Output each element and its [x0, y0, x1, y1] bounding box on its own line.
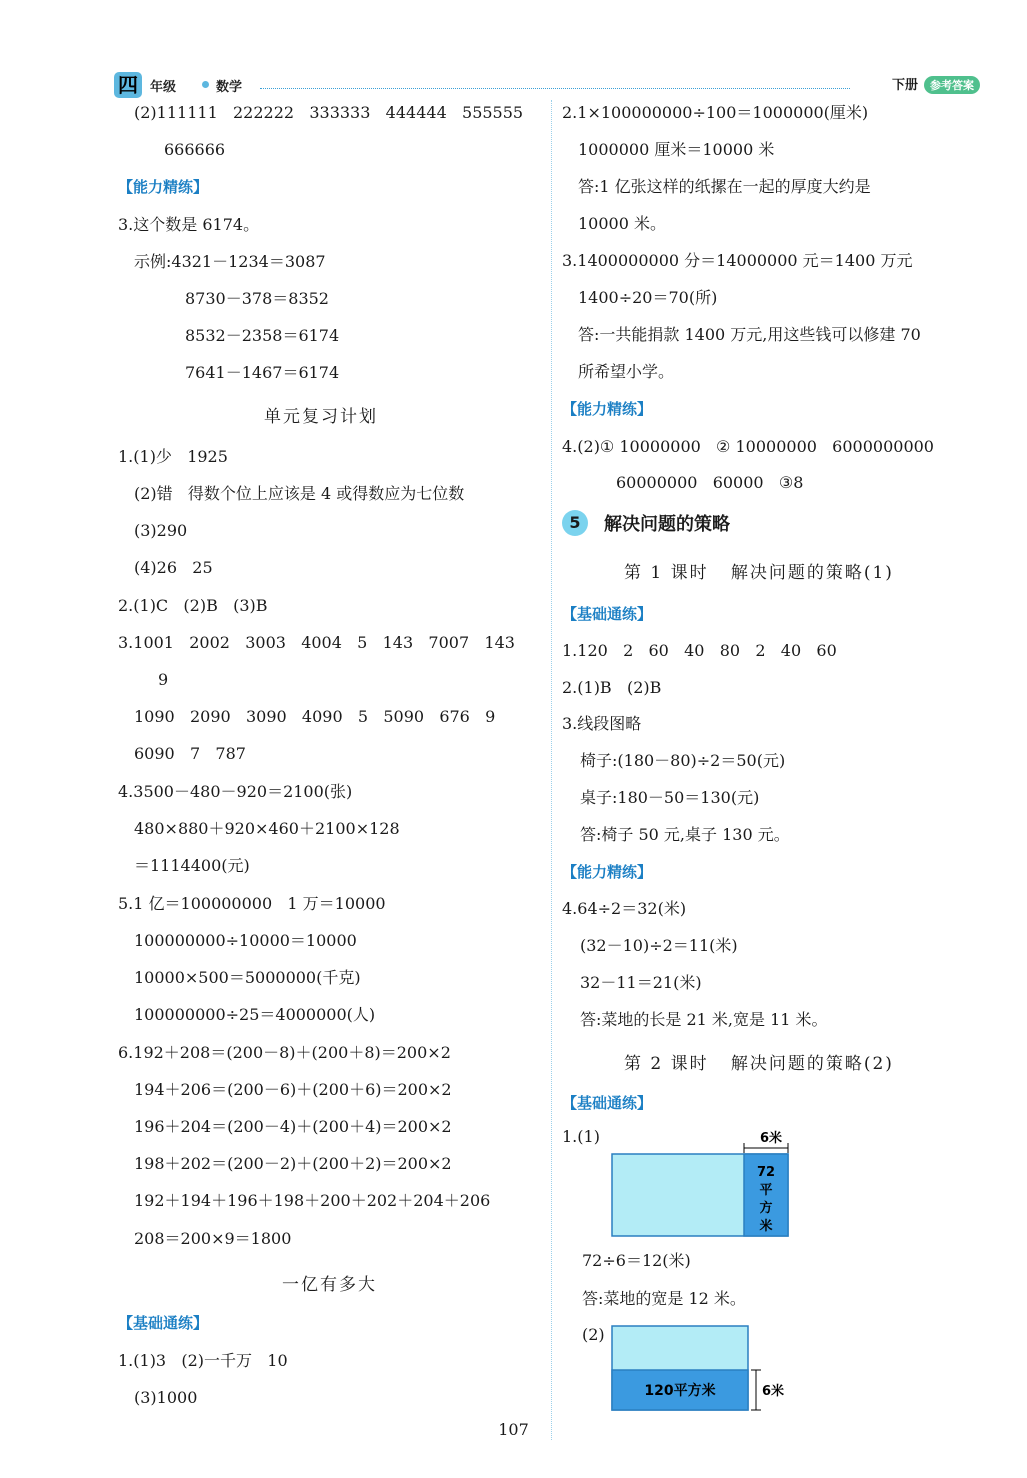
garden-diagram-1 [610, 1124, 800, 1244]
separator-dot-icon [202, 81, 209, 88]
chapter-number: 5 [562, 510, 588, 536]
answer-line: 4.(2)① 10000000 ② 10000000 6000000000 [562, 437, 934, 456]
answer-line: 196＋204＝(200－4)＋(200＋4)＝200×2 [134, 1117, 452, 1136]
answer-line: 1000000 厘米＝10000 米 [578, 140, 775, 159]
area-label-part: 米 [759, 1219, 773, 1234]
answer-line: 100000000÷25＝4000000(人) [134, 1005, 376, 1024]
answer-line: 2.(1)C (2)B (3)B [118, 596, 268, 615]
page-number: 107 [498, 1420, 529, 1439]
answer-line: 3.1400000000 分＝14000000 元＝1400 万元 [562, 251, 913, 270]
answer-line: (3)1000 [134, 1388, 198, 1407]
section-tag: 【能力精练】 [562, 863, 653, 881]
answer-line: 1.(1)少 1925 [118, 447, 228, 466]
answer-line: 1.(1)3 (2)一千万 10 [118, 1351, 288, 1370]
section-title: 单元复习计划 [264, 407, 378, 427]
answer-line: 答:菜地的长是 21 米,宽是 11 米。 [580, 1010, 828, 1029]
answer-line: (4)26 25 [134, 558, 213, 577]
section-tag: 【能力精练】 [118, 178, 209, 196]
chapter-title: 解决问题的策略 [604, 514, 730, 535]
answer-line: 示例:4321－1234＝3087 [134, 252, 326, 271]
answer-line: 198＋202＝(200－2)＋(200＋2)＝200×2 [134, 1154, 452, 1173]
answer-line: 1.120 2 60 40 80 2 40 60 [562, 641, 837, 660]
subject-label: 数学 [216, 80, 243, 95]
section-tag: 【基础通练】 [118, 1314, 209, 1332]
answer-line: 3.线段图略 [562, 714, 642, 733]
answer-line: (2)111111 222222 333333 444444 555555 [134, 103, 524, 122]
page-header [110, 70, 980, 104]
area-label-part: 平 [759, 1183, 773, 1198]
answer-line: 2.1×100000000÷100＝1000000(厘米) [562, 103, 869, 122]
answer-line: 6.192＋208＝(200－8)＋(200＋8)＝200×2 [118, 1043, 451, 1062]
answer-line: 72÷6＝12(米) [582, 1251, 691, 1270]
lesson-title: 第 2 课时 解决问题的策略(2) [624, 1054, 894, 1074]
grade-badge: 四 [114, 72, 142, 98]
answer-line: 3.1001 2002 3003 4004 5 143 7007 143 [118, 633, 515, 652]
section-tag: 【能力精练】 [562, 400, 653, 418]
answer-line: (2)错 得数个位上应该是 4 或得数应为七位数 [134, 484, 465, 503]
answer-line: 1400÷20＝70(所) [578, 288, 718, 307]
width-label: 6米 [760, 1131, 783, 1146]
grade-label: 年级 [150, 80, 177, 95]
answer-line: 椅子:(180－80)÷2＝50(元) [580, 751, 786, 770]
height-label: 6米 [762, 1384, 785, 1399]
answer-line: 10000 米。 [578, 214, 666, 233]
answer-line: 2.(1)B (2)B [562, 678, 662, 697]
answer-line: 100000000÷10000＝10000 [134, 931, 357, 950]
answer-line: 666666 [164, 140, 226, 159]
answer-line: 6090 7 787 [134, 744, 246, 763]
answers-badge: 参考答案 [924, 76, 980, 94]
lesson-title: 第 1 课时 解决问题的策略(1) [624, 563, 894, 583]
answer-line: 1090 2090 3090 4090 5 5090 676 9 [134, 707, 496, 726]
answer-line: 桌子:180－50＝130(元) [580, 788, 760, 807]
answer-line: 480×880＋920×460＋2100×128 [134, 819, 400, 838]
answer-line: (3)290 [134, 521, 188, 540]
volume-label: 下册 [891, 78, 918, 93]
header-right [892, 74, 980, 94]
answer-line: 8532－2358＝6174 [185, 326, 340, 345]
answer-line: 答:1 亿张这样的纸摞在一起的厚度大约是 [578, 177, 871, 196]
answer-line: 4.3500－480－920＝2100(张) [118, 782, 353, 801]
answer-line: 8730－378＝8352 [185, 289, 329, 308]
answer-line: 1.(1) [562, 1127, 600, 1146]
answer-line: 9 [158, 670, 169, 689]
answer-line: 答:菜地的宽是 12 米。 [582, 1289, 746, 1308]
answer-line: 答:椅子 50 元,桌子 130 元。 [580, 825, 790, 844]
answer-line: 10000×500＝5000000(千克) [134, 968, 361, 987]
answer-line: 32－11＝21(米) [580, 973, 702, 992]
answer-line: 答:一共能捐款 1400 万元,用这些钱可以修建 70 [578, 325, 921, 344]
section-tag: 【基础通练】 [562, 1094, 653, 1112]
area-label: 120平方米 [644, 1383, 716, 1399]
area-label-part: 方 [759, 1201, 773, 1216]
answer-line: 194＋206＝(200－6)＋(200＋6)＝200×2 [134, 1080, 452, 1099]
section-tag: 【基础通练】 [562, 605, 653, 623]
answer-line: 3.这个数是 6174。 [118, 215, 260, 234]
answer-line: 7641－1467＝6174 [185, 363, 340, 382]
area-label-part: 72 [756, 1165, 776, 1180]
column-divider [551, 100, 552, 1440]
answer-line: 所希望小学。 [578, 362, 675, 381]
header-rule [260, 88, 850, 89]
answer-line: ＝1114400(元) [134, 856, 250, 875]
answer-line: (32－10)÷2＝11(米) [580, 936, 738, 955]
answer-line: 5.1 亿＝100000000 1 万＝10000 [118, 894, 386, 913]
answer-line: (2) [582, 1325, 605, 1344]
answer-line: 208＝200×9＝1800 [134, 1229, 292, 1248]
garden-diagram-2 [610, 1324, 800, 1414]
section-title: 一亿有多大 [282, 1275, 377, 1295]
answer-line: 192＋194＋196＋198＋200＋202＋204＋206 [134, 1191, 491, 1210]
answer-line: 4.64÷2＝32(米) [562, 899, 687, 918]
answer-line: 60000000 60000 ③8 [616, 473, 804, 492]
